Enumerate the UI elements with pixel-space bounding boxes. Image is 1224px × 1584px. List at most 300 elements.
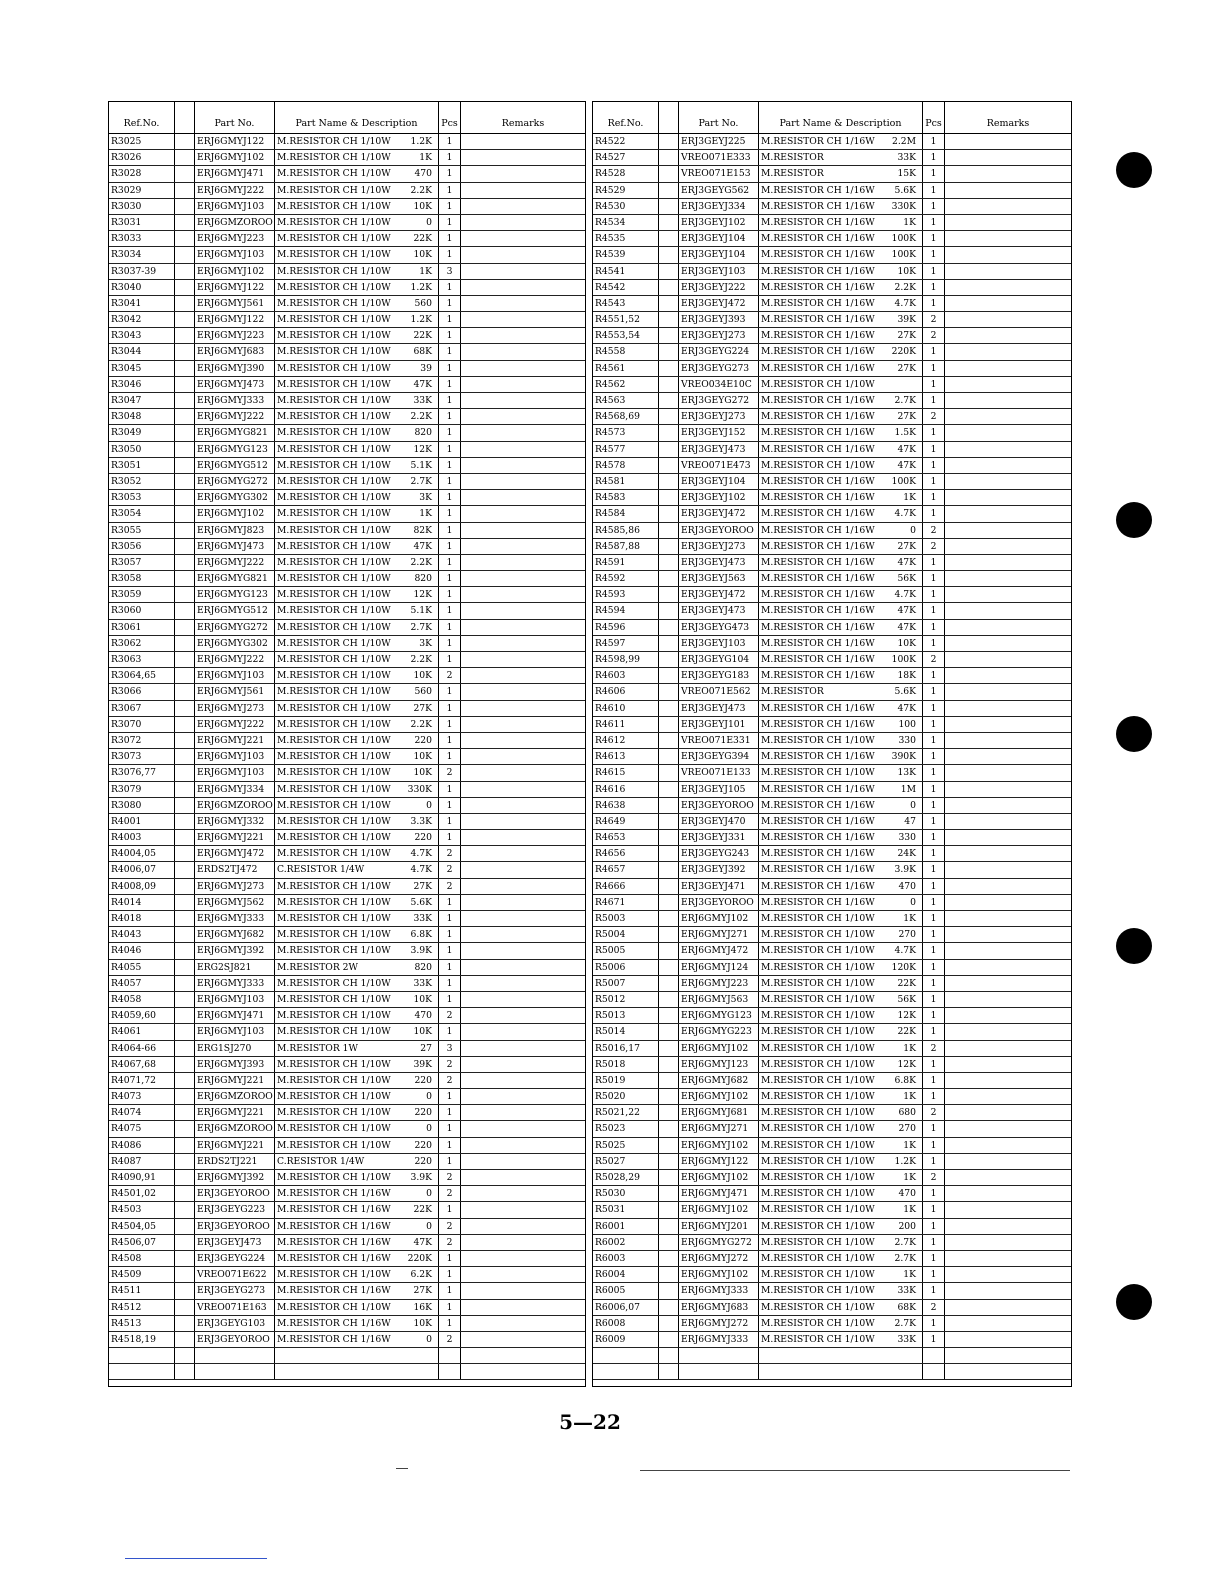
part-name: M.RESISTOR CH 1/10W [277, 168, 391, 180]
part-name: M.RESISTOR CH 1/16W [761, 346, 875, 358]
part-value: 0 [910, 799, 916, 811]
ref-no: R4573 [593, 425, 659, 440]
table-row [109, 911, 585, 927]
pcs: 1 [439, 571, 461, 586]
part-value: 3.3K [410, 815, 432, 827]
remarks [461, 1235, 585, 1250]
table-body [109, 134, 585, 1380]
table-row [593, 183, 1071, 199]
description [275, 960, 439, 975]
spacer-cell [659, 264, 679, 279]
pcs: 1 [923, 1121, 945, 1136]
remarks [461, 409, 585, 424]
table-row [109, 361, 585, 377]
scan-line [125, 1558, 267, 1559]
pcs: 2 [439, 1235, 461, 1250]
description [275, 862, 439, 877]
part-no: ERJ6GMYJ103 [195, 749, 275, 764]
remarks [945, 134, 1071, 149]
pcs: 1 [923, 150, 945, 165]
description [275, 409, 439, 424]
description [759, 830, 923, 845]
remarks [945, 911, 1071, 926]
ref-no: R3073 [109, 749, 175, 764]
description [275, 555, 439, 570]
spacer-cell [659, 344, 679, 359]
part-no: ERJ3GEYJ152 [679, 425, 759, 440]
part-name: M.RESISTOR CH 1/16W [761, 848, 875, 860]
part-name: C.RESISTOR 1/4W [277, 864, 365, 876]
ref-no: R3061 [109, 620, 175, 635]
table-row [593, 1073, 1071, 1089]
ref-no: R4611 [593, 717, 659, 732]
remarks [461, 1332, 585, 1347]
remarks [461, 620, 585, 635]
remarks [945, 960, 1071, 975]
part-no: ERJ3GEYJ104 [679, 474, 759, 489]
pcs: 1 [923, 717, 945, 732]
table-row [593, 458, 1071, 474]
part-no [195, 1348, 275, 1363]
description [759, 425, 923, 440]
spacer-cell [659, 636, 679, 651]
part-name: M.RESISTOR CH 1/16W [761, 492, 875, 504]
spacer-cell [175, 458, 195, 473]
part-name: M.RESISTOR CH 1/10W [277, 297, 391, 309]
pcs: 1 [923, 1073, 945, 1088]
part-value: 22K [413, 233, 432, 245]
ref-no: R4606 [593, 684, 659, 699]
spacer-cell [175, 1219, 195, 1234]
remarks [461, 474, 585, 489]
parts-table-left [108, 101, 586, 1387]
spacer-cell [175, 1283, 195, 1298]
part-name: M.RESISTOR CH 1/16W [761, 297, 875, 309]
spacer-cell [175, 1089, 195, 1104]
table-row [109, 830, 585, 846]
remarks [461, 1105, 585, 1120]
spacer-cell [175, 782, 195, 797]
ref-no: R4061 [109, 1024, 175, 1039]
pcs: 1 [439, 425, 461, 440]
part-name: M.RESISTOR CH 1/16W [761, 314, 875, 326]
spacer-cell [175, 895, 195, 910]
description [275, 1121, 439, 1136]
remarks [461, 571, 585, 586]
ref-no: R4508 [109, 1251, 175, 1266]
ref-no: R4513 [109, 1316, 175, 1331]
description [759, 1283, 923, 1298]
part-name: M.RESISTOR CH 1/16W [761, 524, 875, 536]
part-value: 22K [897, 977, 916, 989]
part-no: ERJ6GMYG223 [679, 1024, 759, 1039]
table-row [593, 1202, 1071, 1218]
part-no: ERJ3GEYJ470 [679, 814, 759, 829]
table-row [593, 1041, 1071, 1057]
description [275, 895, 439, 910]
pcs: 1 [923, 555, 945, 570]
header-gap [175, 102, 195, 133]
ref-no: R3043 [109, 328, 175, 343]
ref-no: R5012 [593, 992, 659, 1007]
spacer-cell [175, 1041, 195, 1056]
pcs: 1 [923, 636, 945, 651]
part-name: M.RESISTOR CH 1/16W [761, 411, 875, 423]
part-value: 2.7K [894, 1236, 916, 1248]
header-desc: Part Name & Description [275, 102, 439, 133]
remarks [461, 328, 585, 343]
part-value: 5.6K [894, 184, 916, 196]
remarks [945, 183, 1071, 198]
description [759, 1235, 923, 1250]
pcs [923, 1348, 945, 1363]
spacer-cell [659, 1057, 679, 1072]
part-name: M.RESISTOR CH 1/10W [761, 1074, 875, 1086]
part-no: ERJ6GMYJ102 [195, 506, 275, 521]
remarks [461, 555, 585, 570]
table-row [109, 927, 585, 943]
part-no: ERG2SJ821 [195, 960, 275, 975]
description [759, 587, 923, 602]
part-no: ERJ6GMYJ122 [195, 134, 275, 149]
part-no: ERJ3GEYJ473 [195, 1235, 275, 1250]
spacer-cell [659, 1202, 679, 1217]
part-value: 1K [903, 1091, 916, 1103]
ref-no: R3028 [109, 166, 175, 181]
pcs: 1 [923, 846, 945, 861]
remarks [461, 1316, 585, 1331]
remarks [945, 701, 1071, 716]
ref-no: R3025 [109, 134, 175, 149]
part-no: ERJ3GEYG103 [195, 1316, 275, 1331]
spacer-cell [659, 1008, 679, 1023]
pcs: 1 [439, 911, 461, 926]
table-row [593, 1219, 1071, 1235]
table-row [109, 506, 585, 522]
ref-no: R4656 [593, 846, 659, 861]
description [759, 1219, 923, 1234]
part-value: 39K [897, 314, 916, 326]
table-row [109, 1267, 585, 1283]
remarks [945, 814, 1071, 829]
pcs: 1 [439, 1138, 461, 1153]
description [759, 264, 923, 279]
table-row [109, 1348, 585, 1364]
spacer-cell [659, 814, 679, 829]
remarks [945, 798, 1071, 813]
remarks [461, 1186, 585, 1201]
spacer-cell [175, 814, 195, 829]
part-no: ERJ6GMYJ102 [679, 911, 759, 926]
ref-no: R4528 [593, 166, 659, 181]
table-row [593, 895, 1071, 911]
part-no: ERDS2TJ472 [195, 862, 275, 877]
spacer-cell [659, 361, 679, 376]
pcs: 1 [923, 960, 945, 975]
table-row [593, 782, 1071, 798]
part-name: M.RESISTOR CH 1/16W [761, 654, 875, 665]
description [759, 1138, 923, 1153]
part-no: ERJ3GEYJ103 [679, 636, 759, 651]
description [275, 1332, 439, 1347]
remarks [945, 199, 1071, 214]
part-no: ERJ6GMYG123 [679, 1008, 759, 1023]
pcs: 2 [923, 1041, 945, 1056]
spacer-cell [175, 1348, 195, 1363]
part-name: M.RESISTOR CH 1/10W [277, 621, 391, 633]
spacer-cell [659, 943, 679, 958]
pcs: 2 [439, 879, 461, 894]
table-row [593, 927, 1071, 943]
pcs: 1 [439, 1089, 461, 1104]
pcs: 1 [439, 393, 461, 408]
spacer-cell [175, 733, 195, 748]
pcs: 1 [923, 830, 945, 845]
part-no: ERJ6GMYJ473 [195, 377, 275, 392]
part-no: ERJ3GEYG273 [195, 1283, 275, 1298]
spacer-cell [175, 1267, 195, 1282]
pcs: 1 [923, 1251, 945, 1266]
part-name: M.RESISTOR CH 1/16W [761, 249, 875, 261]
part-no: ERJ6GMYJ333 [195, 393, 275, 408]
part-name: M.RESISTOR CH 1/16W [761, 880, 875, 892]
table-row [109, 879, 585, 895]
part-name: M.RESISTOR CH 1/16W [761, 508, 875, 520]
description [759, 814, 923, 829]
part-value: 270 [898, 1123, 916, 1135]
remarks [461, 393, 585, 408]
ref-no: R6003 [593, 1251, 659, 1266]
spacer-cell [659, 1121, 679, 1136]
spacer-cell [175, 1170, 195, 1185]
part-name: M.RESISTOR CH 1/10W [277, 1139, 391, 1151]
table-row [593, 879, 1071, 895]
ref-no: R4578 [593, 458, 659, 473]
description [759, 231, 923, 246]
part-name: M.RESISTOR CH 1/10W [761, 1123, 875, 1135]
pcs: 1 [923, 943, 945, 958]
pcs: 1 [923, 442, 945, 457]
remarks [945, 587, 1071, 602]
pcs: 1 [923, 247, 945, 262]
part-name: M.RESISTOR CH 1/10W [277, 573, 391, 585]
ref-no: R4059,60 [109, 1008, 175, 1023]
spacer-cell [659, 328, 679, 343]
part-name: M.RESISTOR CH 1/16W [277, 1220, 391, 1232]
part-no: ERJ3GEYJ104 [679, 231, 759, 246]
spacer-cell [175, 215, 195, 230]
part-no: ERJ3GEYJ392 [679, 862, 759, 877]
part-name: M.RESISTOR CH 1/10W [761, 1042, 875, 1054]
part-value: 47K [897, 702, 916, 714]
table-row [593, 328, 1071, 344]
pcs: 1 [923, 1089, 945, 1104]
ref-no: R4653 [593, 830, 659, 845]
table-row [109, 1202, 585, 1218]
part-no: ERJ6GMYJ333 [679, 1332, 759, 1347]
part-no: ERJ3GEYG224 [679, 344, 759, 359]
ref-no: R5025 [593, 1138, 659, 1153]
table-row [593, 1105, 1071, 1121]
part-name: M.RESISTOR CH 1/10W [761, 1317, 875, 1329]
spacer-cell [659, 1219, 679, 1234]
spacer-cell [175, 490, 195, 505]
ref-no: R4511 [109, 1283, 175, 1298]
pcs: 1 [439, 1202, 461, 1217]
spacer-cell [175, 846, 195, 861]
ref-no: R3042 [109, 312, 175, 327]
part-name: M.RESISTOR CH 1/10W [761, 961, 875, 973]
remarks [461, 846, 585, 861]
part-name: M.RESISTOR CH 1/10W [277, 1010, 391, 1022]
ref-no: R3030 [109, 199, 175, 214]
part-value: 680 [898, 1107, 916, 1119]
part-name: M.RESISTOR CH 1/16W [277, 1236, 391, 1248]
ref-no: R4551,52 [593, 312, 659, 327]
header-desc: Part Name & Description [759, 102, 923, 133]
description [275, 587, 439, 602]
pcs: 1 [439, 943, 461, 958]
remarks [945, 409, 1071, 424]
remarks [461, 1024, 585, 1039]
pcs: 1 [923, 976, 945, 991]
part-no: ERJ6GMYJ393 [195, 1057, 275, 1072]
ref-no: R4568,69 [593, 409, 659, 424]
spacer-cell [659, 652, 679, 667]
description [759, 1332, 923, 1347]
pcs: 1 [439, 749, 461, 764]
part-value: 12K [897, 1010, 916, 1022]
part-name: M.RESISTOR CH 1/16W [761, 281, 875, 293]
description [275, 1073, 439, 1088]
description [759, 684, 923, 699]
part-name: M.RESISTOR CH 1/10W [277, 346, 391, 358]
table-row [593, 1348, 1071, 1364]
part-value: 1K [903, 1204, 916, 1216]
remarks [461, 458, 585, 473]
pcs: 1 [923, 1154, 945, 1169]
part-no: ERJ6GMYJ222 [195, 555, 275, 570]
pcs: 1 [923, 895, 945, 910]
ref-no: R5031 [593, 1202, 659, 1217]
part-name: M.RESISTOR CH 1/10W [277, 249, 391, 261]
remarks [461, 1202, 585, 1217]
part-value: 47K [897, 621, 916, 633]
part-no [679, 1348, 759, 1363]
remarks [461, 506, 585, 521]
table-body [593, 134, 1071, 1380]
part-no: ERJ6GMYJ222 [195, 183, 275, 198]
remarks [461, 765, 585, 780]
part-no: VREO071E153 [679, 166, 759, 181]
part-value: 220 [414, 734, 432, 746]
ref-no: R4064-66 [109, 1041, 175, 1056]
part-no: ERJ3GEYOROO [679, 523, 759, 538]
pcs: 1 [439, 1024, 461, 1039]
part-name: M.RESISTOR CH 1/10W [277, 427, 391, 439]
description [275, 684, 439, 699]
description [759, 506, 923, 521]
part-name: M.RESISTOR CH 1/10W [761, 1010, 875, 1022]
description [759, 183, 923, 198]
remarks [945, 1089, 1071, 1104]
ref-no: R5005 [593, 943, 659, 958]
description [275, 652, 439, 667]
part-value: 1.2K [894, 1155, 916, 1167]
pcs: 1 [439, 247, 461, 262]
part-name: M.RESISTOR CH 1/10W [277, 556, 391, 568]
spacer-cell [659, 846, 679, 861]
part-no: ERJ6GMYG272 [679, 1235, 759, 1250]
ref-no: R4512 [109, 1300, 175, 1315]
ref-no: R3034 [109, 247, 175, 262]
part-name: M.RESISTOR CH 1/10W [277, 718, 391, 730]
spacer-cell [659, 911, 679, 926]
part-name: M.RESISTOR CH 1/10W [761, 1252, 875, 1264]
remarks [945, 215, 1071, 230]
spacer-cell [659, 555, 679, 570]
remarks [461, 684, 585, 699]
remarks [461, 1089, 585, 1104]
ref-no [593, 1348, 659, 1363]
part-name: M.RESISTOR CH 1/16W [761, 443, 875, 455]
table-row [109, 296, 585, 312]
part-value: 47 [904, 815, 916, 827]
pcs: 1 [439, 539, 461, 554]
remarks [461, 215, 585, 230]
description [759, 895, 923, 910]
spacer-cell [175, 296, 195, 311]
remarks [461, 814, 585, 829]
table-row [109, 782, 585, 798]
description [759, 636, 923, 651]
part-no: ERJ3GEYJ273 [679, 409, 759, 424]
table-row [109, 943, 585, 959]
remarks [461, 911, 585, 926]
description [275, 490, 439, 505]
pcs: 1 [923, 377, 945, 392]
remarks [945, 1170, 1071, 1185]
part-no: ERJ3GEYJ101 [679, 717, 759, 732]
ref-no: R3080 [109, 798, 175, 813]
spacer-cell [659, 1332, 679, 1347]
table-row [109, 247, 585, 263]
description [759, 1121, 923, 1136]
spacer-cell [175, 231, 195, 246]
pcs: 1 [923, 1235, 945, 1250]
spacer-cell [659, 684, 679, 699]
remarks [945, 620, 1071, 635]
pcs: 1 [439, 895, 461, 910]
part-no: VREO071E133 [679, 765, 759, 780]
ref-no: R4503 [109, 1202, 175, 1217]
part-name: M.RESISTOR CH 1/16W [761, 751, 875, 763]
part-value: 4.7K [894, 508, 916, 520]
part-name: M.RESISTOR CH 1/16W [761, 864, 875, 876]
table-row [109, 1186, 585, 1202]
spacer-cell [175, 603, 195, 618]
part-name: M.RESISTOR CH 1/10W [277, 767, 391, 779]
pcs: 2 [439, 1170, 461, 1185]
ref-no: R3052 [109, 474, 175, 489]
part-value: 0 [426, 1220, 432, 1232]
table-row [109, 1057, 585, 1073]
part-no: ERJ6GMYG512 [195, 603, 275, 618]
remarks [945, 474, 1071, 489]
part-name: M.RESISTOR CH 1/16W [761, 136, 875, 147]
ref-no: R4657 [593, 862, 659, 877]
spacer-cell [175, 943, 195, 958]
